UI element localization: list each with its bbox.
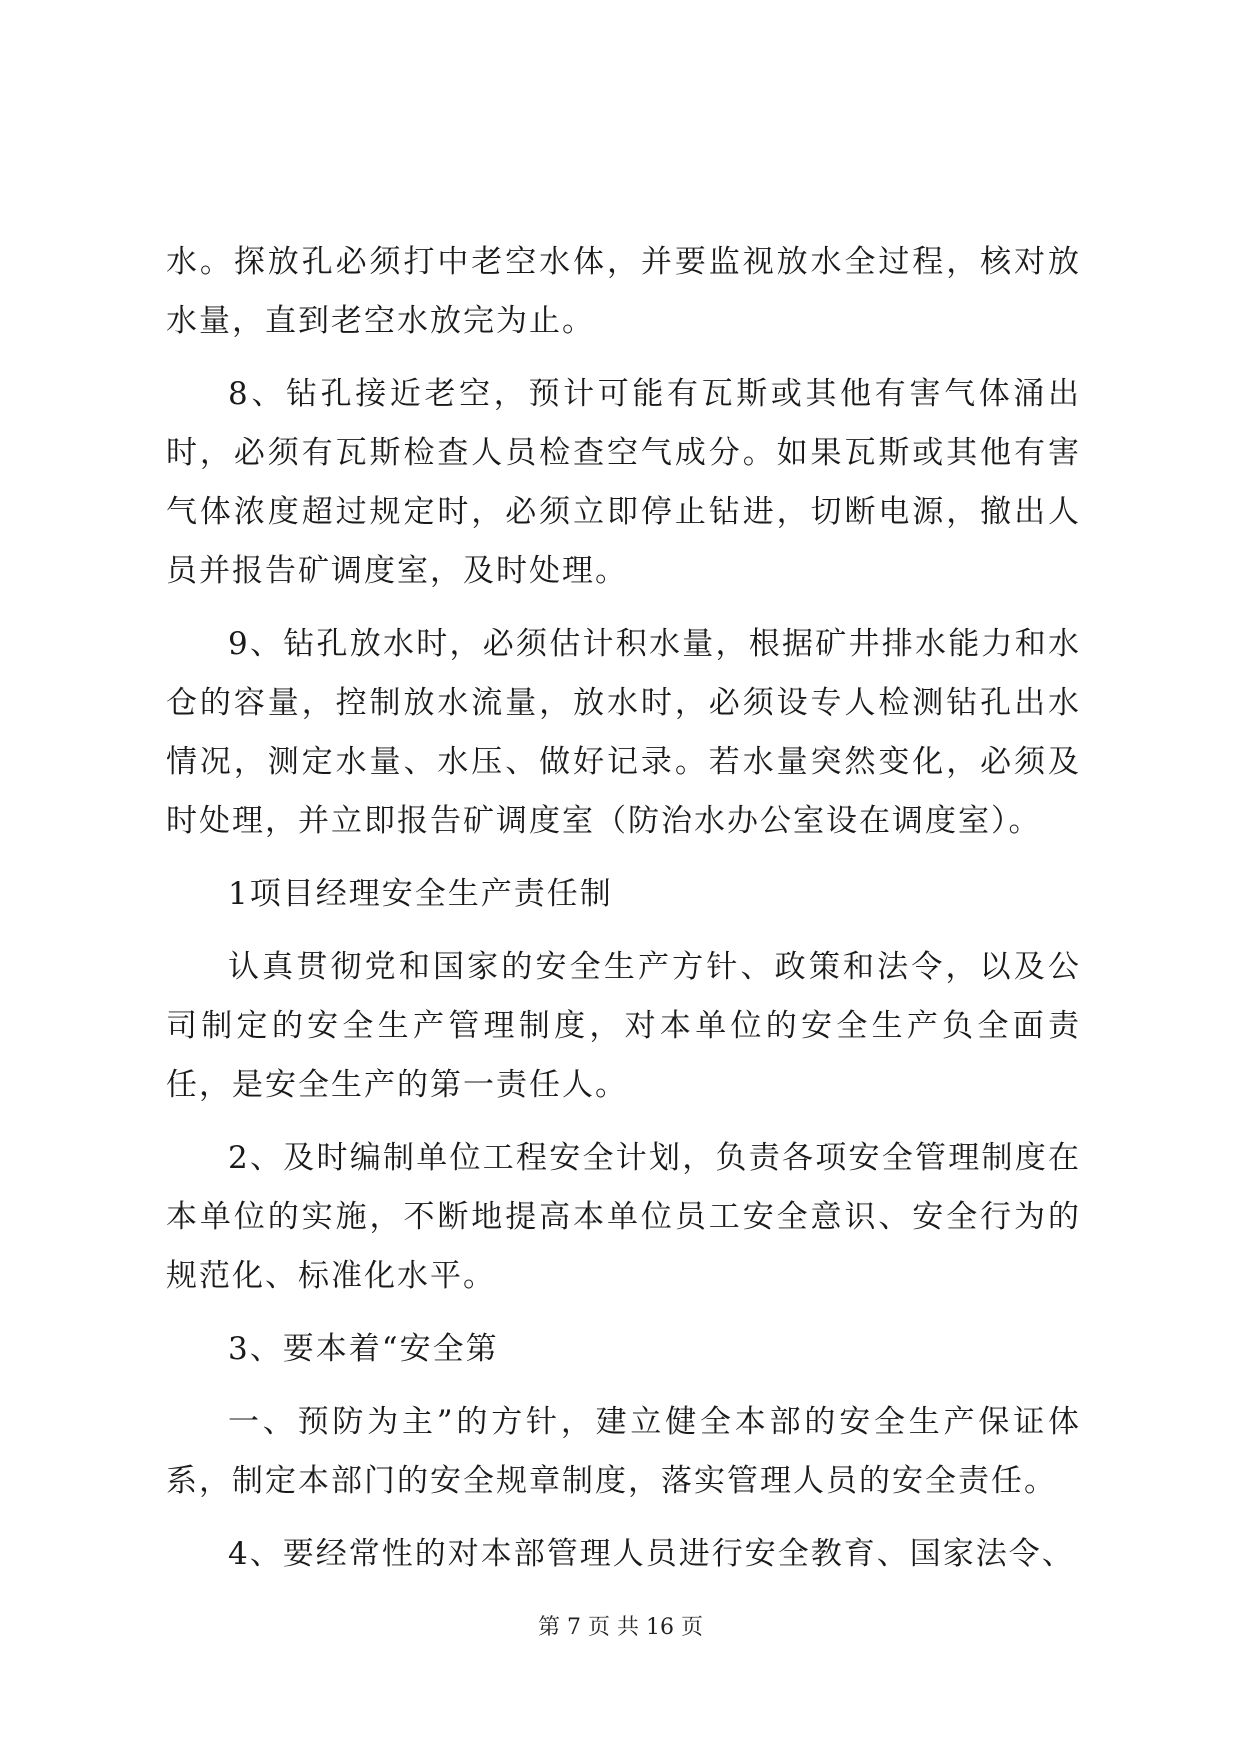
paragraph-item-2: 2、及时编制单位工程安全计划，负责各项安全管理制度在本单位的实施，不断地提高本单位员工安全意识、安全行为的规范化、标准化水平。 xyxy=(166,1140,1081,1294)
page-number: 第 7 页 共 16 页 xyxy=(538,1615,703,1640)
paragraph-intro: 认真贯彻党和国家的安全生产方针、政策和法令，以及公司制定的安全生产管理制度，对本单位的安全生产负全面责任，是安全生产的第一责任人。 xyxy=(166,949,1081,1103)
page-footer xyxy=(0,1610,1241,1641)
paragraph-continuation: 水。探放孔必须打中老空水体，并要监视放水全过程，核对放水量，直到老空水放完为止。 xyxy=(166,244,1081,339)
paragraph-item-3-continued: 一、预防为主”的方针，建立健全本部的安全生产保证体系，制定本部门的安全规章制度，落实管理人员的安全责任。 xyxy=(166,1404,1081,1499)
section-heading: 1项目经理安全生产责任制 xyxy=(228,876,613,912)
paragraph-item-8: 8、钻孔接近老空，预计可能有瓦斯或其他有害气体涌出时，必须有瓦斯检查人员检查空气成分。如果瓦斯或其他有害气体浓度超过规定时，必须立即停止钻进，切断电源，撤出人员并报告矿调度室，及时处理。 xyxy=(166,376,1081,589)
paragraph-item-3: 3、要本着“安全第 xyxy=(228,1331,499,1367)
body-text xyxy=(166,233,1081,1598)
paragraph-item-9: 9、钻孔放水时，必须估计积水量，根据矿井排水能力和水仓的容量，控制放水流量，放水时，必须设专人检测钻孔出水情况，测定水量、水压、做好记录。若水量突然变化，必须及时处理，并立即报告矿调度室（防治水办公室设在调度室）。 xyxy=(166,626,1081,839)
paragraph-item-4: 4、要经常性的对本部管理人员进行安全教育、国家法令、 xyxy=(228,1536,1075,1572)
